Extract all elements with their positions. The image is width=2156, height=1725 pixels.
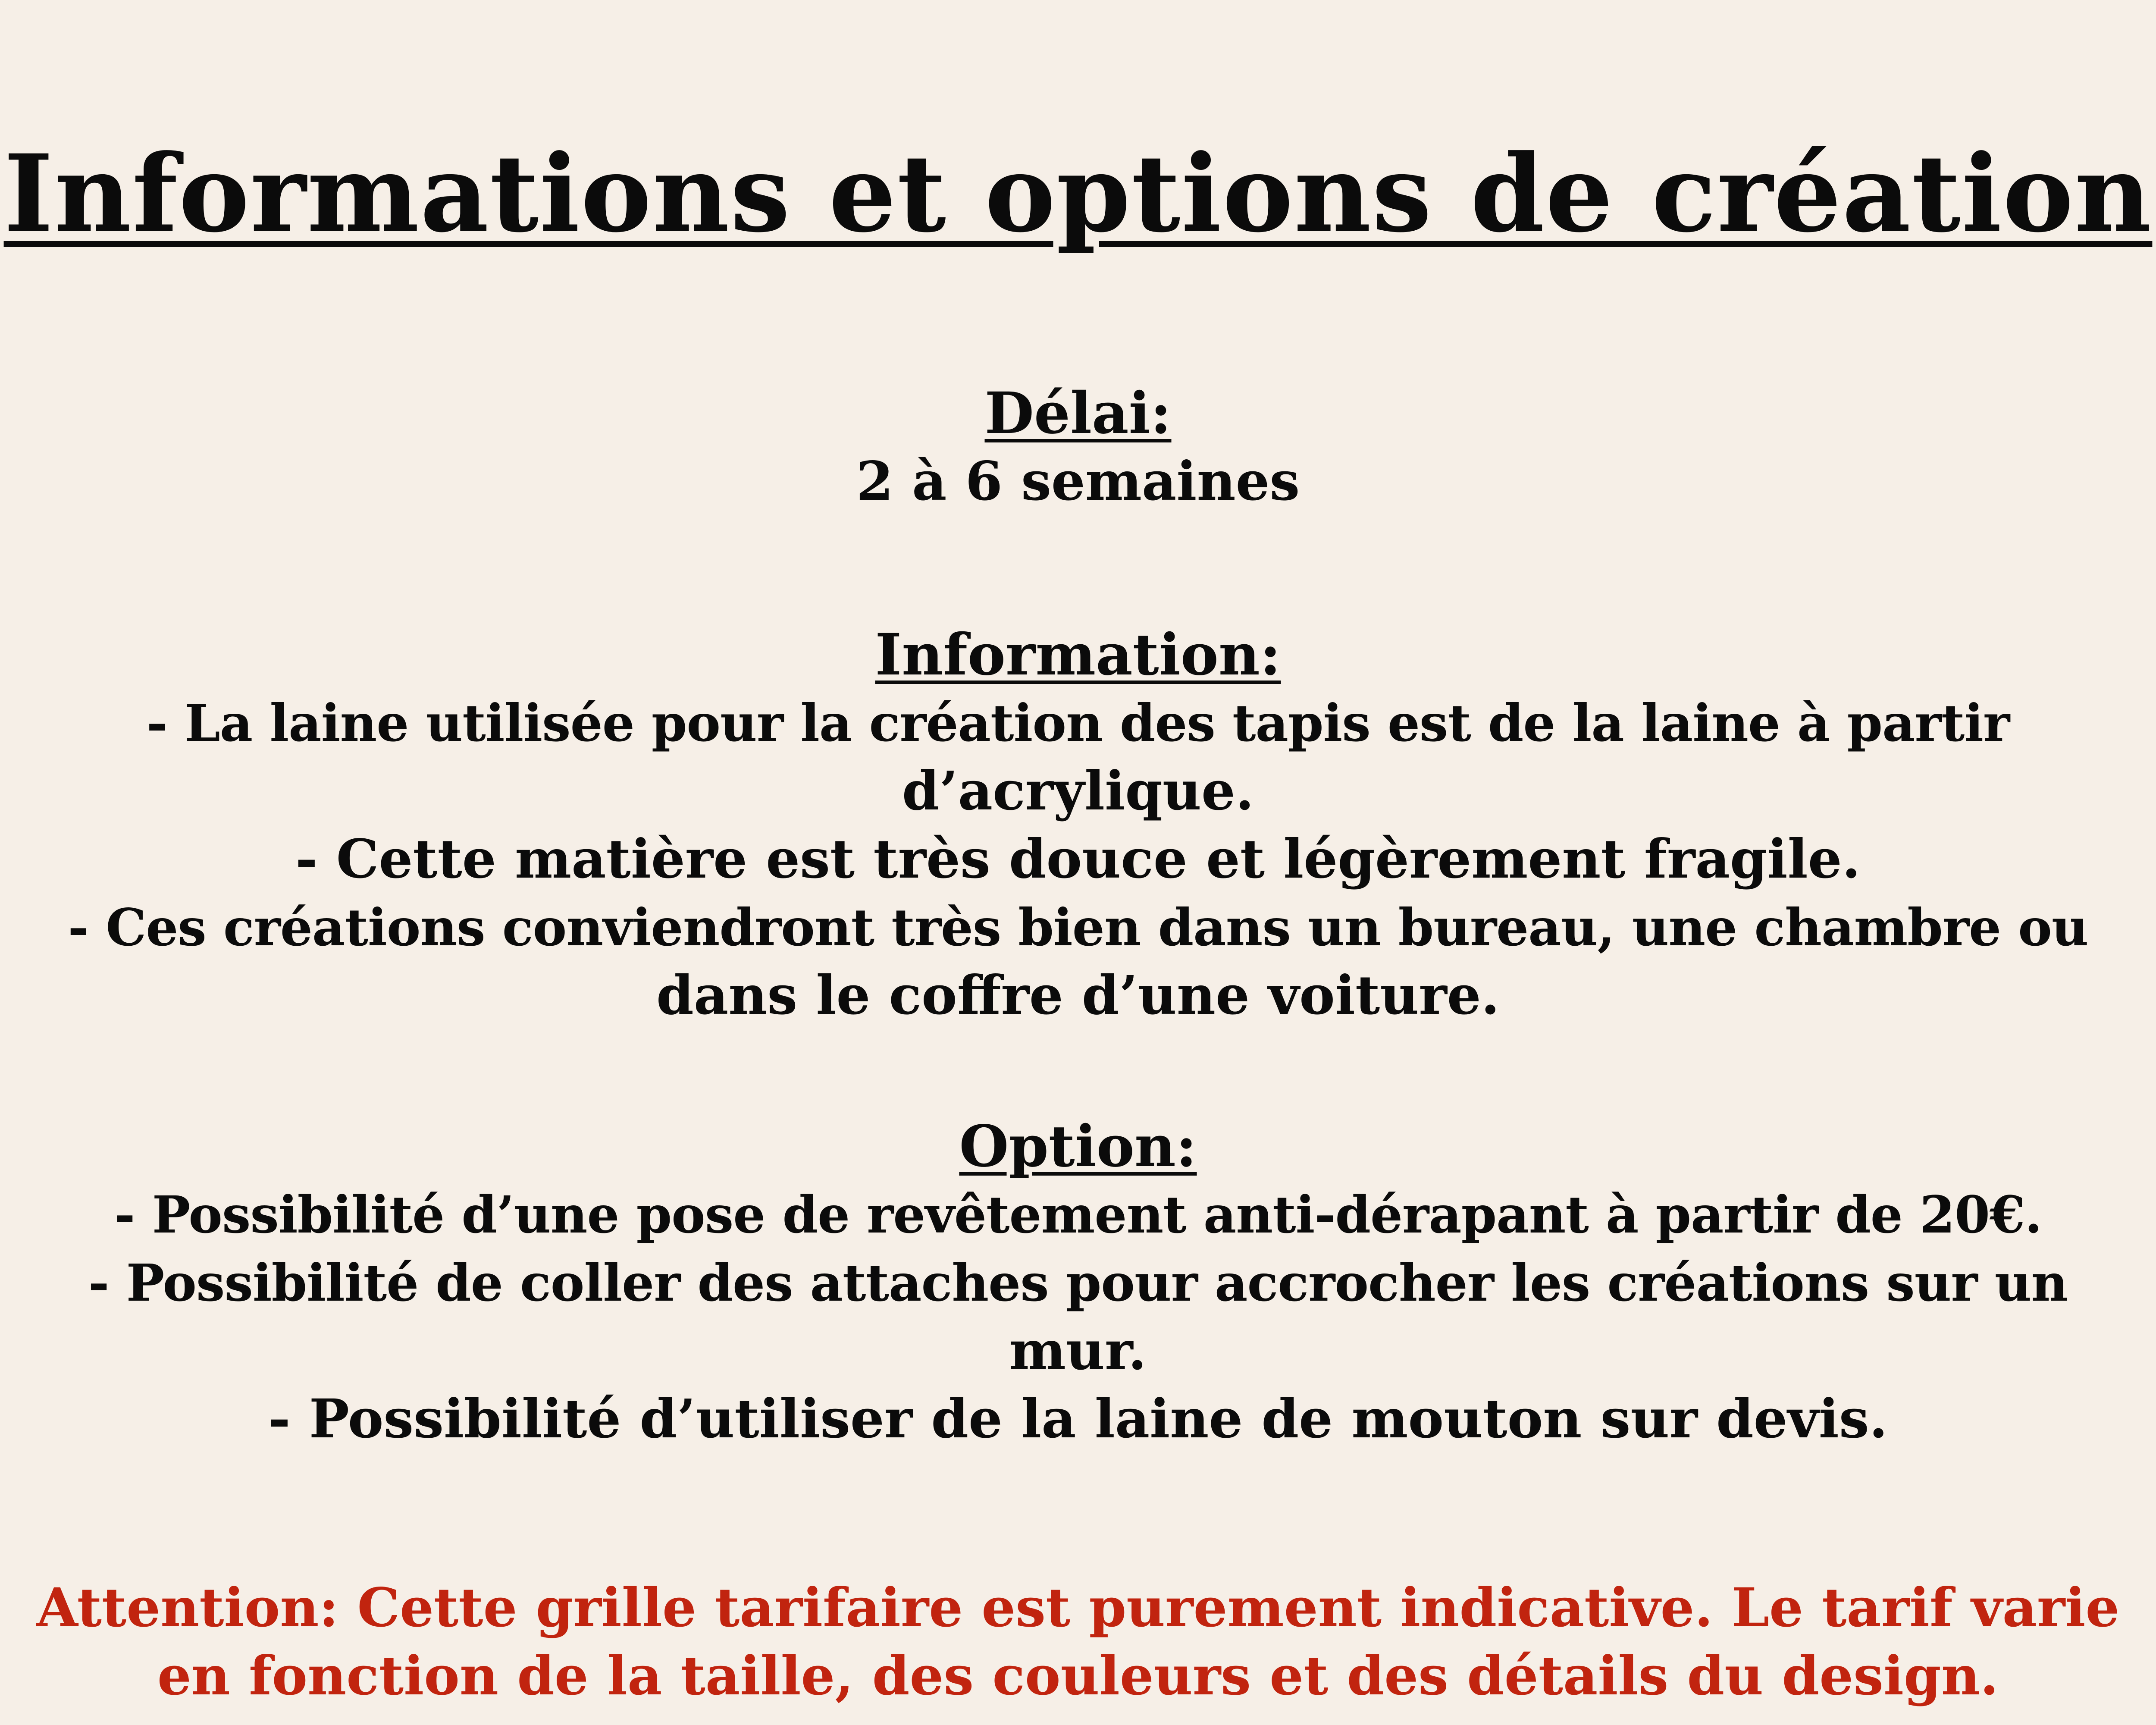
option-line: - Possibilité d’utiliser de la laine de mouton sur devis. [268, 1388, 1888, 1450]
delai-value: 2 à 6 semaines [856, 450, 1300, 513]
information-section [17, 621, 2139, 1030]
option-heading: Option: [959, 1113, 1197, 1180]
option-section [17, 1113, 2139, 1453]
information-line: - Cette matière est très douce et légèrement fragile. [295, 828, 1861, 891]
page-title: Informations et options de création [3, 131, 2153, 256]
delai-section [17, 380, 2139, 516]
information-line: - La laine utilisée pour la création des tapis est de la laine à partir [146, 693, 2010, 753]
option-line: - Possibilité de coller des attaches pour accrocher les créations sur un [88, 1253, 2068, 1313]
information-heading: Information: [875, 621, 1281, 688]
information-line: - Ces créations conviendront très bien dans un bureau, une chambre ou [68, 897, 2088, 957]
attention-line: en fonction de la taille, des couleurs et des détails du design. [157, 1645, 1999, 1707]
information-line: dans le coffre d’une voiture. [656, 964, 1500, 1027]
information-line: d’acrylique. [902, 760, 1254, 822]
option-line: - Possibilité d’une pose de revêtement anti-dérapant à partir de 20€. [114, 1185, 2042, 1245]
delai-heading: Délai: [984, 380, 1172, 447]
option-line: mur. [1009, 1320, 1147, 1382]
attention-line: Attention: Cette grille tarifaire est purement indicative. Le tarif varie [36, 1577, 2120, 1639]
attention-notice [17, 1574, 2139, 1710]
